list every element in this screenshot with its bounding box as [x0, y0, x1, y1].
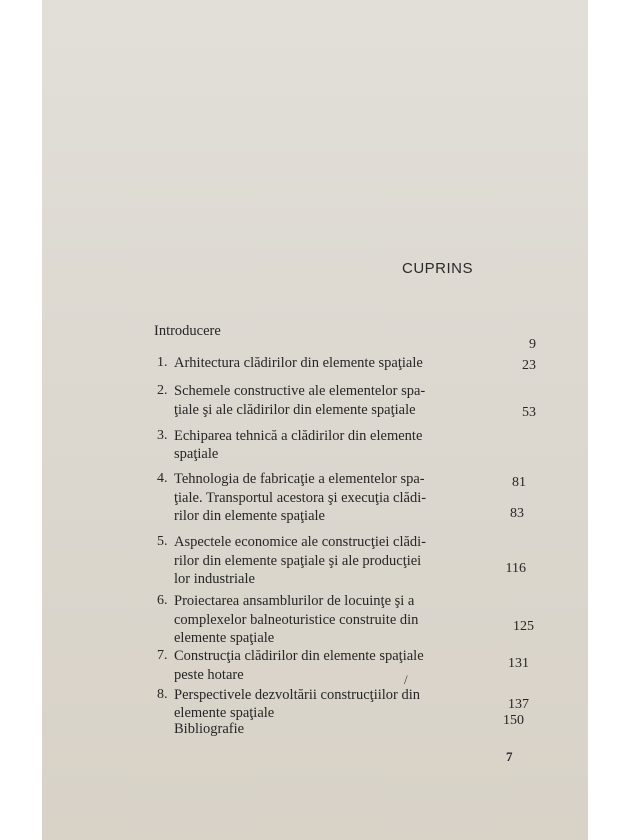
intro-page: 9 — [529, 337, 536, 352]
chapter-5-line-1: Aspectele economice ale construcţiei clădi- — [174, 534, 427, 550]
chapter-2-line-2: ţiale şi ale clădirilor din elemente spaţiale — [174, 402, 416, 418]
chapter-6-line-3: elemente spaţiale — [174, 630, 275, 646]
chapter-7-line-1: Construcţia clădirilor din elemente spaţiale — [174, 648, 424, 664]
chapter-5-line-2: rilor din elemente spaţiale şi ale producţiei — [174, 553, 422, 569]
chapter-5-line-3: lor industriale — [174, 571, 255, 587]
book-page — [42, 0, 588, 840]
chapter-8-number: 8. — [157, 687, 168, 702]
chapter-1-number: 1. — [157, 355, 168, 370]
chapter-8-line-1: Perspectivele dezvoltării construcţiilor din — [174, 687, 421, 703]
pencil-mark: / — [404, 672, 408, 687]
chapter-2-line-1: Schemele constructive ale elementelor spa- — [174, 383, 426, 399]
chapter-4-line-1: Tehnologia de fabricaţie a elementelor spa- — [174, 471, 425, 487]
intro-label: Introducere — [154, 323, 221, 339]
page-number: 7 — [506, 749, 513, 764]
chapter-4-page: 83 — [510, 506, 524, 521]
chapter-2-page: 53 — [522, 405, 536, 420]
chapter-1-line-1: Arhitectura clădirilor din elemente spaţiale — [174, 355, 423, 371]
bibliography-label: Bibliografie — [174, 721, 245, 737]
chapter-6-number: 6. — [157, 593, 168, 608]
chapter-6-line-2: complexelor balneoturistice construite din — [174, 612, 419, 628]
chapter-3-line-1: Echiparea tehnică a clădirilor din elemente — [174, 428, 423, 444]
bibliography-page: 150 — [503, 713, 524, 728]
chapter-8-page: 137 — [508, 697, 529, 712]
chapter-7-page: 131 — [508, 656, 529, 671]
toc-heading: CUPRINS — [402, 260, 474, 277]
chapter-3-line-2: spaţiale — [174, 446, 219, 462]
chapter-2-number: 2. — [157, 383, 168, 398]
chapter-6-line-1: Proiectarea ansamblurilor de locuinţe şi a — [174, 593, 415, 609]
chapter-3-page: 81 — [512, 475, 526, 490]
chapter-5-number: 5. — [157, 534, 168, 549]
chapter-7-number: 7. — [157, 648, 168, 663]
chapter-4-line-3: rilor din elemente spaţiale — [174, 508, 325, 524]
chapter-4-number: 4. — [157, 471, 168, 486]
chapter-7-line-2: peste hotare — [174, 667, 244, 683]
chapter-4-line-2: ţiale. Transportul acestora şi execuţia clădi- — [174, 490, 427, 506]
chapter-3-number: 3. — [157, 428, 168, 443]
chapter-8-line-2: elemente spaţiale — [174, 705, 275, 721]
chapter-1-page: 23 — [522, 358, 536, 373]
chapter-6-page: 125 — [513, 619, 534, 634]
chapter-5-page: 116 — [505, 561, 526, 576]
